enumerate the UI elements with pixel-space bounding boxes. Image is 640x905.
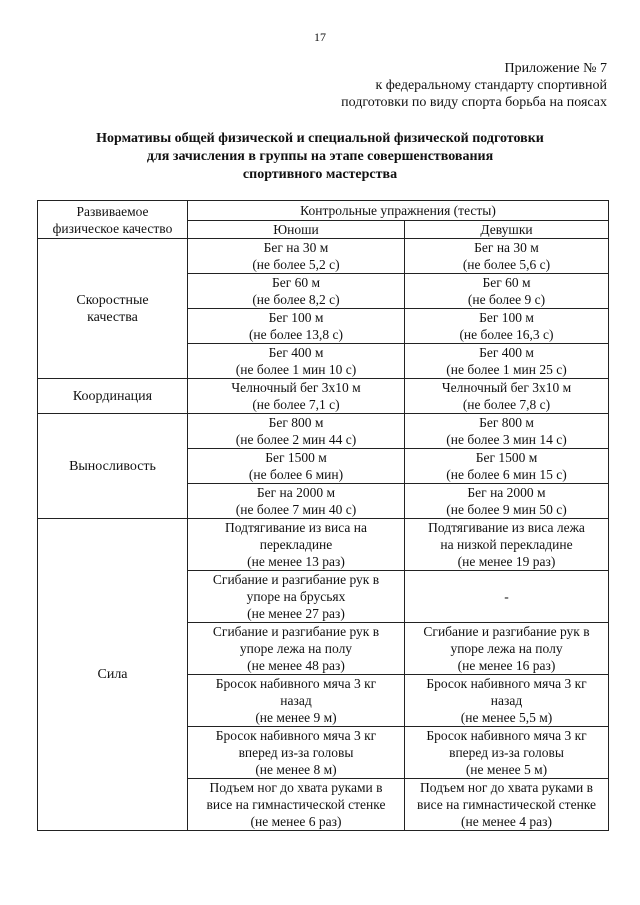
standard-line: Челночный бег 3x10 м — [231, 380, 361, 395]
standard-line: (не более 16,3 с) — [459, 327, 554, 342]
girls-standard-cell — [405, 675, 609, 727]
girls-standard-cell — [405, 623, 609, 675]
header-tests: Контрольные упражнения (тесты) — [188, 201, 609, 221]
boys-standard-cell — [188, 449, 405, 484]
standard-line: Бросок набивного мяча 3 кг — [426, 676, 587, 691]
standard-line: висе на гимнастической стенке — [206, 797, 386, 812]
girls-standard-cell — [405, 274, 609, 309]
standard-line: Бег 60 м — [271, 275, 321, 290]
standard-line: (не более 8,2 с) — [252, 292, 340, 307]
standard-line: (не менее 6 раз) — [250, 814, 342, 829]
girls-standard-cell — [405, 727, 609, 779]
standard-line: Челночный бег 3x10 м — [441, 380, 572, 395]
standard-line: назад — [280, 693, 312, 708]
boys-standard-cell — [188, 344, 405, 379]
standards-table — [37, 200, 609, 831]
quality-line: Координация — [72, 388, 153, 404]
boys-standard-cell — [188, 239, 405, 274]
standard-line: (не более 6 мин 15 с) — [446, 467, 567, 482]
standard-line: (не более 7,1 с) — [252, 397, 340, 412]
girls-standard-cell — [405, 309, 609, 344]
quality-line: Выносливость — [69, 458, 156, 474]
quality-line: Скоростные — [76, 292, 149, 308]
boys-standard-cell — [188, 519, 405, 571]
appendix-line: подготовки по виду спорта борьба на поясах — [341, 95, 607, 110]
title-line: Нормативы общей физической и специальной физической подготовки — [96, 131, 544, 146]
standard-line: упоре на брусьях — [246, 589, 346, 604]
standard-line: (не более 3 мин 14 с) — [446, 432, 567, 447]
header-boys: Юноши — [188, 221, 405, 239]
boys-standard-cell — [188, 727, 405, 779]
table-row — [38, 379, 609, 414]
boys-standard-cell — [188, 484, 405, 519]
standard-line: (не менее 5,5 м) — [460, 710, 553, 725]
standard-line: (не более 9 с) — [467, 292, 546, 307]
standard-line: (не более 2 мин 44 с) — [235, 432, 357, 447]
quality-line: качества — [87, 309, 138, 325]
boys-standard-cell — [188, 675, 405, 727]
boys-standard-cell — [188, 274, 405, 309]
standard-line: Бросок набивного мяча 3 кг — [215, 728, 377, 743]
standard-line: (не более 6 мин) — [248, 467, 344, 482]
standard-line: висе на гимнастической стенке — [417, 797, 597, 812]
document-title — [40, 130, 600, 184]
girls-standard-cell — [405, 449, 609, 484]
table-row — [38, 239, 609, 274]
standard-line: (не более 7,8 с) — [462, 397, 551, 412]
standard-line: Бросок набивного мяча 3 кг — [215, 676, 377, 691]
standard-line: (не менее 8 м) — [255, 762, 337, 777]
appendix-line: к федеральному стандарту спортивной — [375, 78, 607, 93]
standard-line: (не менее 4 раз) — [461, 814, 552, 829]
standard-line: на низкой перекладине — [440, 537, 573, 552]
girls-standard-cell — [405, 414, 609, 449]
standard-line: Подтягивание из виса лежа — [428, 520, 585, 535]
standard-line: (не более 9 мин 50 с) — [446, 502, 567, 517]
standard-line: Бег 100 м — [268, 310, 324, 325]
standard-line: вперед из-за головы — [449, 745, 564, 760]
girls-standard-cell — [405, 571, 609, 623]
standard-line: Сгибание и разгибание рук в — [423, 624, 590, 639]
standard-line: Подъем ног до хвата руками в — [209, 780, 383, 795]
standard-line: Бег на 2000 м — [256, 485, 336, 500]
standard-line: упоре лежа на полу — [239, 641, 353, 656]
standard-line: (не более 5,6 с) — [462, 257, 551, 272]
header-quality-line: физическое качество — [52, 220, 173, 236]
table-row — [38, 414, 609, 449]
standard-line: (не менее 13 раз) — [247, 554, 345, 569]
standard-line: Бег на 2000 м — [467, 485, 546, 500]
girls-standard-cell — [405, 344, 609, 379]
girls-standard-cell — [405, 484, 609, 519]
standard-line: Бег на 30 м — [263, 240, 329, 255]
standard-line: (не более 1 мин 10 с) — [235, 362, 357, 377]
standard-line: Бег 1500 м — [475, 450, 538, 465]
girls-standard-cell — [405, 519, 609, 571]
standard-line: (не менее 5 м) — [465, 762, 548, 777]
table-body — [38, 239, 609, 831]
girls-standard-cell — [405, 779, 609, 831]
standard-line: (не более 7 мин 40 с) — [235, 502, 357, 517]
standard-line: (не менее 9 м) — [255, 710, 337, 725]
standard-line: (не более 5,2 с) — [252, 257, 340, 272]
standard-line: (не более 13,8 с) — [248, 327, 344, 342]
quality-cell — [38, 414, 188, 519]
standard-line: (не более 1 мин 25 с) — [446, 362, 567, 377]
standard-line: Подъем ног до хвата руками в — [420, 780, 593, 795]
standard-line: Бег 400 м — [268, 345, 324, 360]
boys-standard-cell — [188, 623, 405, 675]
title-line: для зачисления в группы на этапе совершенствования — [146, 149, 494, 164]
boys-standard-cell — [188, 379, 405, 414]
standard-line: Бег 1500 м — [265, 450, 327, 465]
header-quality — [38, 201, 188, 239]
quality-cell — [38, 379, 188, 414]
boys-standard-cell — [188, 309, 405, 344]
standard-line: перекладине — [259, 537, 333, 552]
standard-line: (не менее 16 раз) — [457, 658, 556, 673]
standard-line: вперед из-за головы — [238, 745, 354, 760]
boys-standard-cell — [188, 779, 405, 831]
standard-line: (не менее 19 раз) — [457, 554, 556, 569]
table-row — [38, 519, 609, 571]
header-girls: Девушки — [405, 221, 609, 239]
standard-line: - — [504, 589, 509, 604]
standard-line: Бег 800 м — [479, 415, 534, 430]
standard-line: (не менее 27 раз) — [247, 606, 345, 621]
standard-line: упоре лежа на полу — [450, 641, 563, 656]
standard-line: Бег на 30 м — [474, 240, 539, 255]
standard-line: Бег 800 м — [268, 415, 324, 430]
quality-cell — [38, 239, 188, 379]
appendix-reference — [277, 60, 607, 111]
page-number: 17 — [314, 30, 326, 44]
standard-line: Подтягивание из виса на — [225, 520, 367, 535]
boys-standard-cell — [188, 571, 405, 623]
standard-line: (не менее 48 раз) — [247, 658, 345, 673]
appendix-line: Приложение № 7 — [504, 61, 607, 76]
standard-line: Бег 400 м — [479, 345, 534, 360]
quality-line: Сила — [97, 667, 128, 682]
girls-standard-cell — [405, 379, 609, 414]
standard-line: Бросок набивного мяча 3 кг — [426, 728, 587, 743]
boys-standard-cell — [188, 414, 405, 449]
standard-line: Сгибание и разгибание рук в — [212, 624, 380, 639]
girls-standard-cell — [405, 239, 609, 274]
title-line: спортивного мастерства — [242, 167, 398, 182]
header-quality-line: Развиваемое — [76, 203, 149, 219]
standard-line: назад — [490, 693, 523, 708]
standard-line: Сгибание и разгибание рук в — [212, 572, 380, 587]
quality-cell — [38, 519, 188, 831]
standard-line: Бег 100 м — [479, 310, 534, 325]
standard-line: Бег 60 м — [482, 275, 531, 290]
